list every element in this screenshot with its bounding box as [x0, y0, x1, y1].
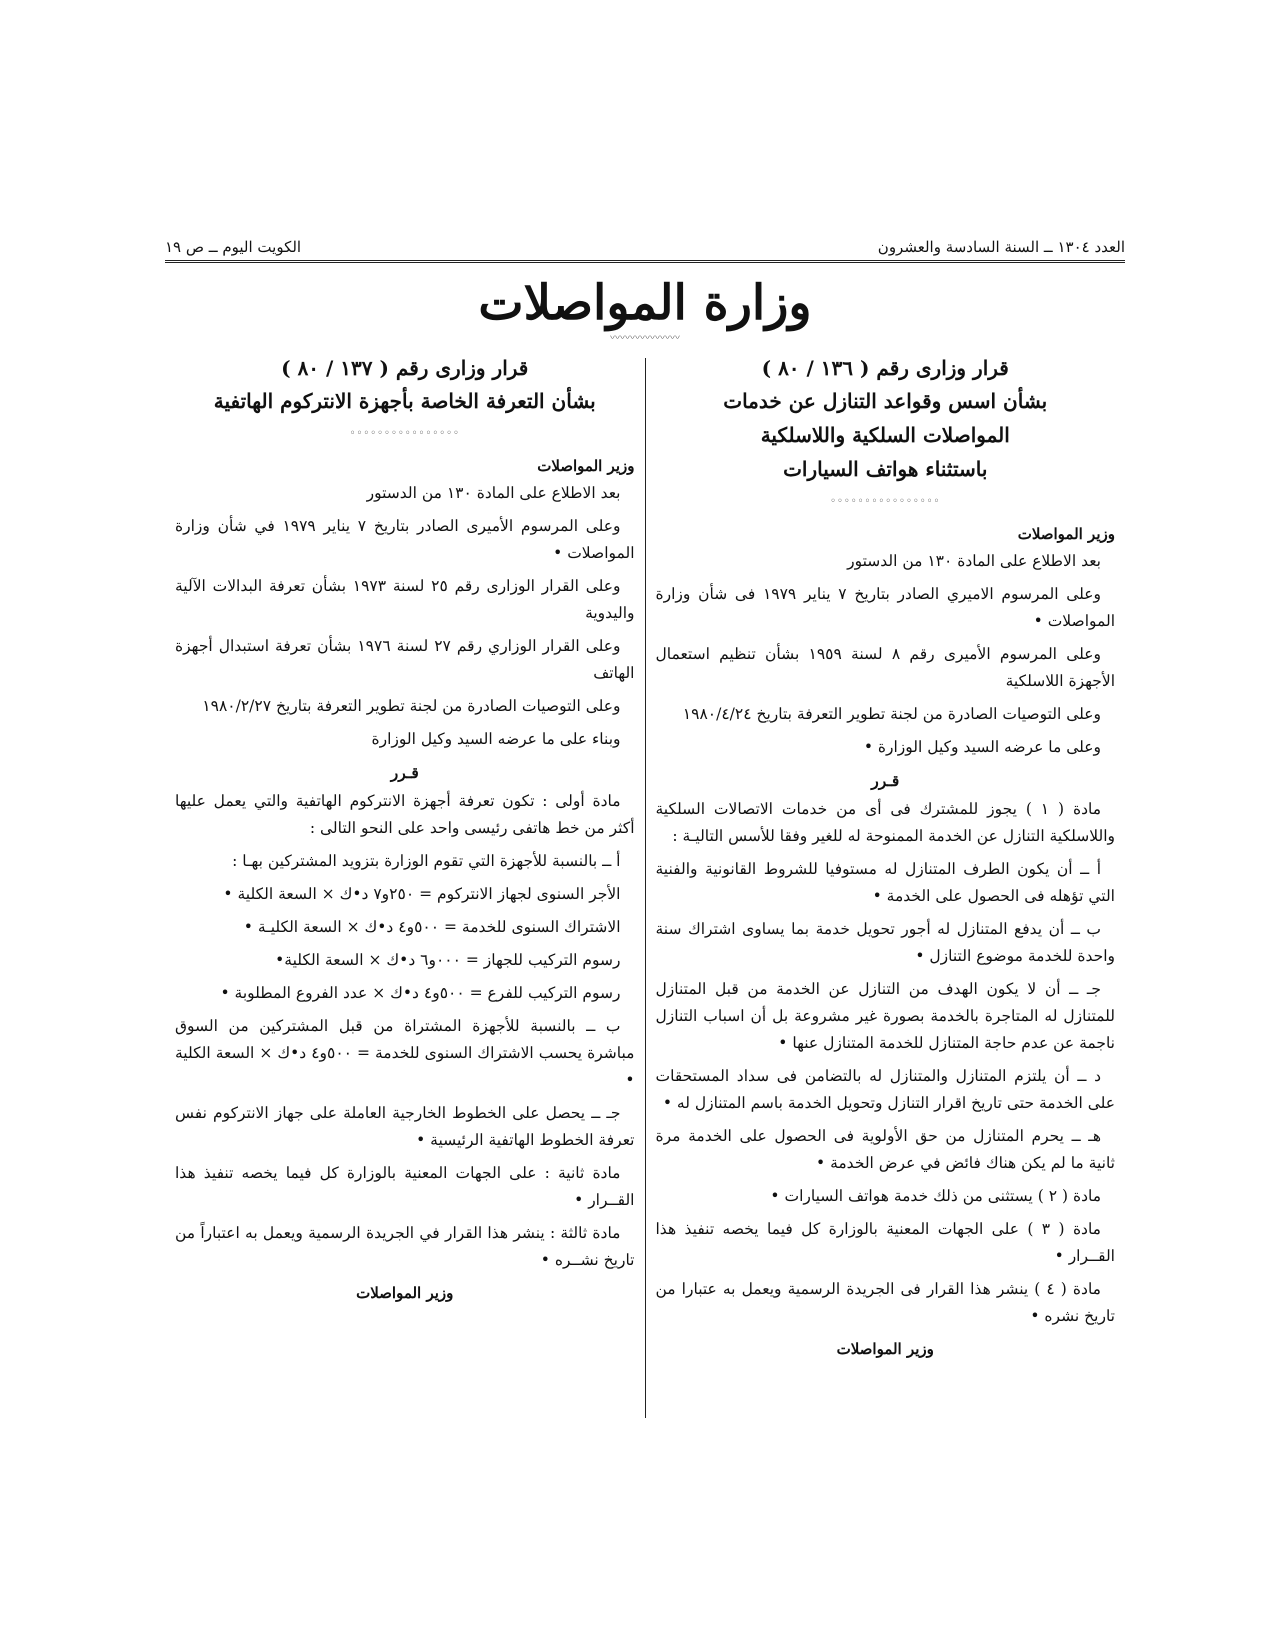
preamble-line: وعلى القرار الوزارى رقم ٢٥ لسنة ١٩٧٣ بشأن تعرفة البدالات الآلية واليدوية: [175, 577, 635, 622]
article: أ ــ أن يكون الطرف المتنازل له مستوفيا للشروط القانونية والفنية التي تؤهله فى الحصول على الخدمة •: [655, 860, 1115, 905]
decision-title: قرار وزارى رقم ( ١٣٧ / ٨٠ ): [281, 356, 529, 380]
column-divider: [645, 358, 646, 1418]
preamble-line: وعلى المرسوم الاميري الصادر بتاريخ ٧ يناير ١٩٧٩ فى شأن وزارة المواصلات •: [655, 585, 1115, 630]
page-header: [165, 228, 1125, 256]
ministry-ornament: 〰〰〰〰〰〰〰: [610, 333, 680, 344]
minister-heading: وزير المواصلات: [1017, 525, 1115, 543]
preamble-line: وعلى التوصيات الصادرة من لجنة تطوير التعرفة بتاريخ ١٩٨٠/٢/٢٧: [202, 697, 621, 715]
preamble-line: وعلى التوصيات الصادرة من لجنة تطوير التعرفة بتاريخ ١٩٨٠/٤/٢٤: [682, 705, 1101, 723]
preamble-line: بعد الاطلاع على المادة ١٣٠ من الدستور: [847, 552, 1101, 570]
decided-heading: قـرر: [390, 763, 419, 782]
preamble-line: وعلى ما عرضه السيد وكيل الوزارة •: [863, 738, 1101, 756]
article: مادة ثانية : على الجهات المعنية بالوزارة كل فيما يخصه تنفيذ هذا القــرار •: [175, 1164, 635, 1209]
article: أ ــ بالنسبة للأجهزة التي تقوم الوزارة بتزويد المشتركين بهـا :: [232, 852, 621, 870]
decision-subject: [656, 384, 1116, 486]
article: ب ــ أن يدفع المتنازل له أجور تحويل خدمة بما يساوى اشتراك سنة واحدة للخدمة موضوع التنازل •: [655, 920, 1115, 965]
columns: [165, 352, 1125, 1418]
decision-136-column: [646, 352, 1126, 1418]
preamble-line: وبناء على ما عرضه السيد وكيل الوزارة: [371, 730, 621, 748]
article: الاشتراك السنوى للخدمة = ٥٠٠و٤ د•ك × السعة الكليـة •: [243, 918, 621, 936]
article: جـ ــ أن لا يكون الهدف من التنازل عن الخدمة من قبل المتنازل للمتنازل له المتاجرة بالخدمة بصورة غير مشروعة بل أن اسباب التنازل ناجمة عن عدم حاجة المتنازل للخدمة المتنازل عنها •: [655, 980, 1115, 1052]
article: الأجر السنوى لجهاز الانتركوم = ٢٥٠و٧ د•ك × السعة الكلية •: [223, 885, 621, 903]
ornament-divider: ◦◦◦◦◦◦◦◦◦◦◦◦◦◦◦◦: [349, 428, 460, 439]
signature: وزير المواصلات: [836, 1340, 934, 1358]
preamble-line: وعلى المرسوم الأميرى رقم ٨ لسنة ١٩٥٩ بشأن تنظيم استعمال الأجهزة اللاسلكية: [655, 645, 1115, 690]
article: هـ ــ يحرم المتنازل من حق الأولوية فى الحصول على الخدمة مرة ثانية ما لم يكن هناك فائض في عرض الخدمة •: [655, 1127, 1115, 1172]
subject-line: بشأن اسس وقواعد التنازل عن خدمات: [723, 389, 1048, 413]
article: د ــ أن يلتزم المتنازل والمتنازل له بالتضامن فى سداد المستحقات على الخدمة حتى تاريخ اقرار التنازل وتحويل الخدمة باسم المتنازل له •: [655, 1067, 1115, 1112]
decision-title: قرار وزارى رقم ( ١٣٦ / ٨٠ ): [761, 356, 1009, 380]
ornament-divider: ◦◦◦◦◦◦◦◦◦◦◦◦◦◦◦◦: [830, 496, 941, 507]
decision-137-column: [165, 352, 645, 1418]
article: جـ ــ يحصل على الخطوط الخارجية العاملة على جهاز الانتركوم نفس تعرفة الخطوط الهاتفية الرئيسية •: [175, 1104, 635, 1149]
preamble-line: وعلى المرسوم الأميرى الصادر بتاريخ ٧ يناير ١٩٧٩ في شأن وزارة المواصلات •: [175, 517, 635, 562]
gazette-page: [165, 228, 1125, 1588]
article: مادة أولى : تكون تعرفة أجهزة الانتركوم الهاتفية والتي يعمل عليها أكثر من خط هاتفى رئيسى واحد على النحو التالى :: [175, 792, 635, 837]
subject-line: بشأن التعرفة الخاصة بأجهزة الانتركوم الهاتفية: [213, 389, 596, 413]
minister-heading: وزير المواصلات: [537, 457, 635, 475]
ministry-title: وزارة المواصلات: [478, 275, 812, 331]
preamble-line: بعد الاطلاع على المادة ١٣٠ من الدستور: [366, 484, 621, 502]
signature: وزير المواصلات: [356, 1284, 454, 1302]
article: مادة ( ٤ ) ينشر هذا القرار فى الجريدة الرسمية ويعمل به عتبارا من تاريخ نشره •: [655, 1280, 1115, 1325]
article: رسوم التركيب للفرع = ٥٠٠و٤ د•ك × عدد الفروع المطلوبة •: [220, 984, 621, 1002]
subject-line: باستثناء هواتف السيارات: [783, 457, 988, 481]
article: مادة ( ١ ) يجوز للمشترك فى أى من خدمات الاتصالات السلكية واللاسلكية التنازل عن الخدمة الممنوحة له للغير وفقا للأسس التاليـة :: [655, 800, 1115, 845]
article: مادة ثالثة : ينشر هذا القرار في الجريدة الرسمية ويعمل به اعتباراً من تاريخ نشــره •: [175, 1224, 635, 1269]
article: رسوم التركيب للجهاز = ٠٠٠و٦ د•ك × السعة الكلية•: [275, 951, 621, 969]
gazette-page-ref: الكويت اليوم ــ ص ١٩: [165, 238, 302, 256]
header-rule: [165, 260, 1125, 263]
subject-line: المواصلات السلكية واللاسلكية: [760, 423, 1010, 447]
article: مادة ( ٣ ) على الجهات المعنية بالوزارة كل فيما يخصه تنفيذ هذا القــرار •: [655, 1220, 1115, 1265]
article: ب ــ بالنسبة للأجهزة المشتراة من قبل المشتركين من السوق مباشرة يحسب الاشتراك السنوى للخدمة = ٥٠٠و٤ د•ك × السعة الكلية •: [175, 1017, 635, 1089]
article: مادة ( ٢ ) يستثنى من ذلك خدمة هواتف السيارات •: [770, 1187, 1101, 1205]
issue-line: العدد ١٣٠٤ ــ السنة السادسة والعشرون: [877, 238, 1125, 256]
preamble-line: وعلى القرار الوزاري رقم ٢٧ لسنة ١٩٧٦ بشأن تعرفة استبدال أجهزة الهاتف: [175, 637, 635, 682]
decided-heading: قـرر: [871, 771, 900, 790]
